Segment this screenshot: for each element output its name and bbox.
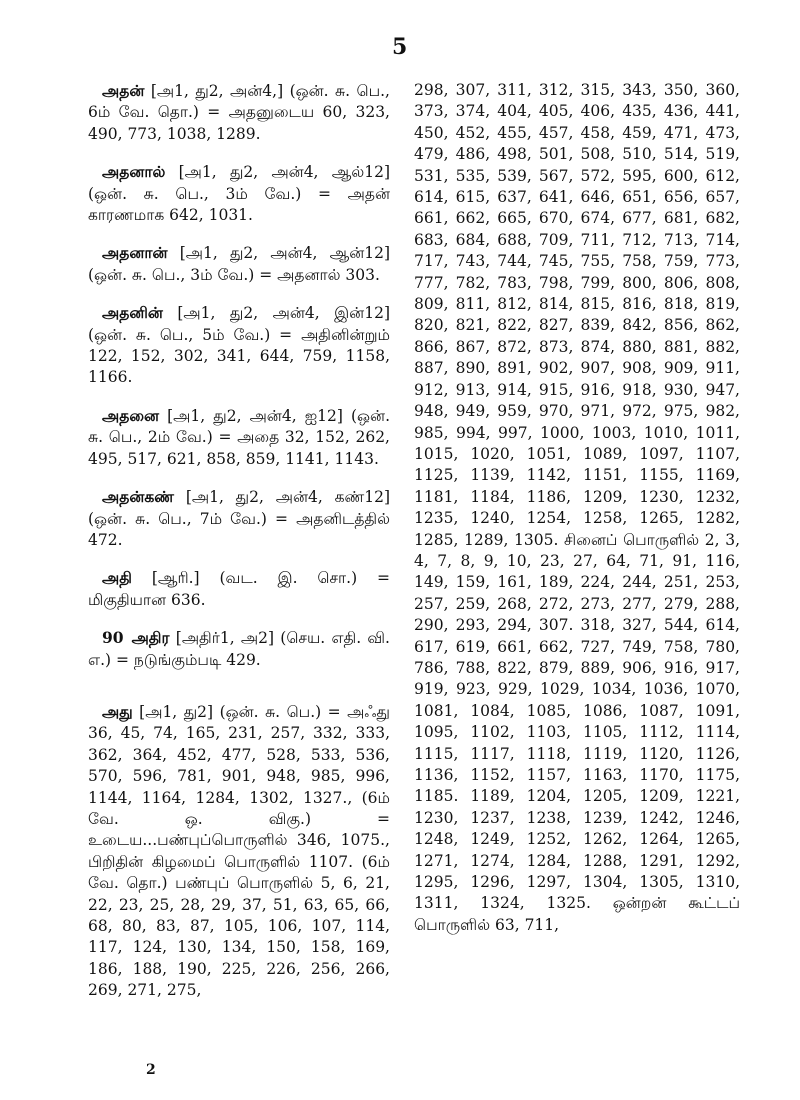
headword: அதிர bbox=[131, 628, 170, 648]
headword: அதனின் bbox=[102, 303, 163, 323]
right-column bbox=[414, 80, 740, 936]
entry bbox=[88, 302, 390, 389]
entry-text: [அதிர்1, அ2] (செய. எதி. வி. எ.) = நடுங்கும்படி 429. bbox=[88, 629, 390, 669]
footer-mark: 2 bbox=[146, 1062, 156, 1078]
headword: அதன்கண் bbox=[102, 487, 174, 507]
entry-text: [அ1, து2, அன்4, இன்12] (ஒன். சு. பெ., 5ம் வே.) = அதினின்றும் 122, 152, 302, 341, 644, 759, 1158, 1166. bbox=[88, 304, 390, 387]
entry-text: [அ1, து2, அன்4,] (ஒன். சு. பெ., 6ம் வே. தொ.) = அதனுடைய 60, 323, 490, 773, 1038, 1289. bbox=[88, 82, 390, 143]
entry bbox=[88, 242, 390, 286]
entry bbox=[88, 405, 390, 470]
page-number: 5 bbox=[392, 34, 408, 60]
entry bbox=[88, 567, 390, 611]
entry bbox=[88, 701, 390, 1002]
entry bbox=[88, 161, 390, 226]
entry bbox=[88, 627, 390, 671]
entry bbox=[88, 80, 390, 145]
entry-continuation: 298, 307, 311, 312, 315, 343, 350, 360, 373, 374, 404, 405, 406, 435, 436, 441, 450, 452, 455, 457, 458, 459, 471, 473, 479, 486, 498, 501, 508, 510, 514, 519, 531, 535, 539, 567, 572, 595, 600, 612, 614, 615, 637, 641, 646, 651, 656, 657, 661, 662, 665, 670, 674, 677, 681, 682, 683, 684, 688, 709, 711, 712, 713, 714, 717, 743, 744, 745, 755, 758, 759, 773, 777, 782, 783, 798, 799, 800, 806, 808, 809, 811, 812, 814, 815, 816, 818, 819, 820, 821, 822, 827, 839, 842, 856, 862, 866, 867, 872, 873, 874, 880, 881, 882, 887, 890, 891, 902, 907, 908, 909, 911, 912, 913, 914, 915, 916, 918, 930, 947, 948, 949, 959, 970, 971, 972, 975, 982, 985, 994, 997, 1000, 1003, 1010, 1011, 1015, 1020, 1051, 1089, 1097, 1107, 1125, 1139, 1142, 1151, 1155, 1169, 1181, 1184, 1186, 1209, 1230, 1232, 1235, 1240, 1254, 1258, 1265, 1282, 1285, 1289, 1305. சினைப் பொருளில் 2, 3, 4, 7, 8, 9, 10, 23, 27, 64, 71, 91, 116, 149, 159, 161, 189, 224, 244, 251, 253, 257, 259, 268, 272, 273, 277, 279, 288, 290, 293, 294, 307. 318, 327, 544, 614, 617, 619, 661, 662, 727, 749, 758, 780, 786, 788, 822, 879, 889, 906, 916, 917, 919, 923, 929, 1029, 1034, 1036, 1070, 1081, 1084, 1085, 1086, 1087, 1091, 1095, 1102, 1103, 1105, 1112, 1114, 1115, 1117, 1118, 1119, 1120, 1126, 1136, 1152, 1157, 1163, 1170, 1175, 1185. 1189, 1204, 1205, 1209, 1221, 1230, 1237, 1238, 1239, 1242, 1246, 1248, 1249, 1252, 1262, 1264, 1265, 1271, 1274, 1284, 1288, 1291, 1292, 1295, 1296, 1297, 1304, 1305, 1310, 1311, 1324, 1325. ஒன்றன் கூட்டப் பொருளில் 63, 711, bbox=[414, 81, 740, 934]
headword: அது bbox=[102, 701, 133, 721]
headword: அதனால் bbox=[102, 162, 166, 182]
entry-text: [அ1, து2, அன்4, ஐ12] (ஒன். சு. பெ., 2ம் வே.) = அதை 32, 152, 262, 495, 517, 621, 858, 859, 1141, 1143. bbox=[88, 406, 390, 468]
entry bbox=[88, 486, 390, 551]
entry-text: [அ1, து2, அன்4, ஆல்12] (ஒன். சு. பெ., 3ம் வே.) = அதன் காரணமாக 642, 1031. bbox=[88, 163, 390, 225]
entry-text: [அ1, து2, அன்4, ஆன்12] (ஒன். சு. பெ., 3ம் வே.) = அதனால் 303. bbox=[88, 244, 390, 284]
headword: அதி bbox=[102, 568, 132, 588]
entry-text: [அ1, து2, அன்4, கண்12] (ஒன். சு. பெ., 7ம் வே.) = அதனிடத்தில் 472. bbox=[88, 488, 390, 549]
entry-text: [ஆரி.] (வட. இ. சொ.) = மிகுதியான 636. bbox=[88, 569, 390, 609]
headword: அதனை bbox=[102, 405, 160, 425]
headword: அதன் bbox=[102, 81, 145, 100]
entry-text: [அ1, து2] (ஒன். சு. பெ.) = அஃது 36, 45, 74, 165, 231, 257, 332, 333, 362, 364, 452, 477, 528, 533, 536, 570, 596, 781, 901, 948, 985, 996, 1144, 1164, 1284, 1302, 1327., (6ம் வே. ஒ. விகு.) = உடைய...பண்புப்பொருளில் 346, 1075., பிறிதின் கிழமைப் பொருளில் 1107. (6ம் வே. தொ.) பண்புப் பொருளில் 5, 6, 21, 22, 23, 25, 28, 29, 37, 51, 63, 65, 66, 68, 80, 83, 87, 105, 106, 107, 114, 117, 124, 130, 134, 150, 158, 169, 186, 188, 190, 225, 226, 256, 266, 269, 271, 275, bbox=[88, 702, 390, 1000]
headword: அதனான் bbox=[102, 243, 168, 263]
margin-line-number: 90 bbox=[102, 628, 124, 648]
left-column bbox=[88, 80, 390, 1018]
